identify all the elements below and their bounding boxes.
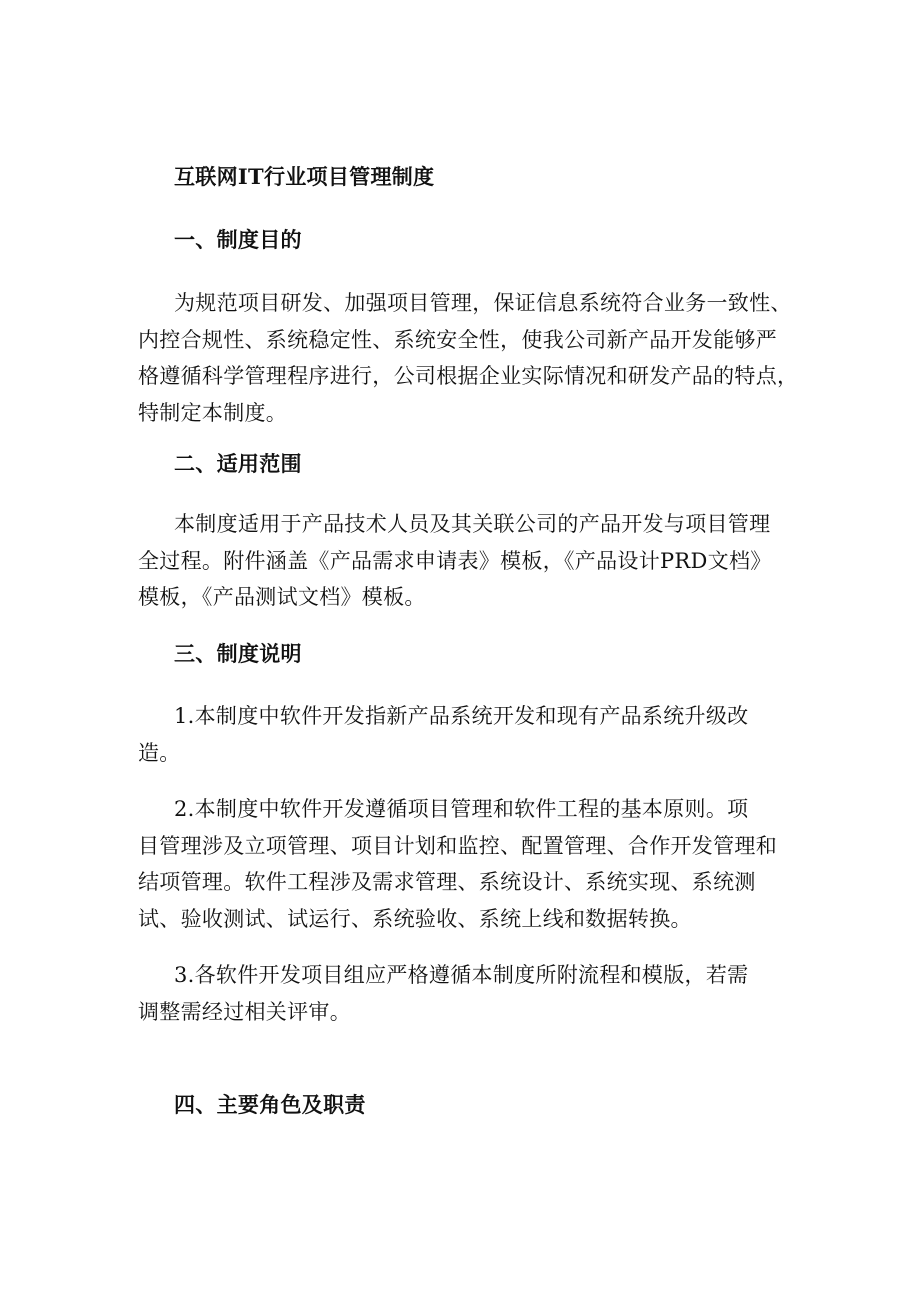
text-line: 格遵循科学管理程序进行，公司根据企业实际情况和研发产品的特点， (138, 364, 799, 388)
paragraph-item-2 (138, 791, 788, 937)
text-line: 试、验收测试、试运行、系统验收、系统上线和数据转换。 (138, 906, 692, 931)
text-line: 2.本制度中软件开发遵循项目管理和软件工程的基本原则。项 (174, 797, 749, 821)
text-line: 目管理涉及立项管理、项目计划和监控、配置管理、合作开发管理和 (138, 833, 777, 858)
text-line: 3.各软件开发项目组应严格遵循本制度所附流程和模版，若需 (174, 963, 749, 987)
text-line: 为规范项目研发、加强项目管理，保证信息系统符合业务一致性、 (174, 291, 792, 315)
text-line: 1.本制度中软件开发指新产品系统开发和现有产品系统升级改 (174, 704, 749, 728)
paragraph-purpose (138, 285, 799, 431)
text-line: 调整需经过相关评审。 (138, 999, 351, 1024)
text-line: 结项管理。软件工程涉及需求管理、系统设计、系统实现、系统测 (138, 870, 756, 894)
text-line: 内控合规性、系统稳定性、系统安全性，使我公司新产品开发能够严 (138, 327, 777, 352)
text-line: 特制定本制度。 (138, 400, 288, 425)
text-line: 造。 (138, 740, 181, 765)
text-line: 模板，《产品测试文档》模板。 (138, 585, 426, 609)
paragraph-item-3 (138, 957, 788, 1030)
paragraph-scope (138, 506, 788, 616)
paragraph-item-1 (138, 698, 788, 771)
section-heading-purpose: 一、制度目的 (174, 227, 302, 252)
section-heading-scope: 二、适用范围 (174, 451, 302, 476)
section-heading-explanation: 三、制度说明 (174, 641, 302, 666)
text-line: 全过程。附件涵盖《产品需求申请表》模板，《产品设计PRD文档》 (138, 548, 772, 573)
section-heading-roles: 四、主要角色及职责 (174, 1092, 366, 1117)
document-title: 互联网IT行业项目管理制度 (174, 164, 435, 189)
text-line: 本制度适用于产品技术人员及其关联公司的产品开发与项目管理 (174, 512, 771, 536)
